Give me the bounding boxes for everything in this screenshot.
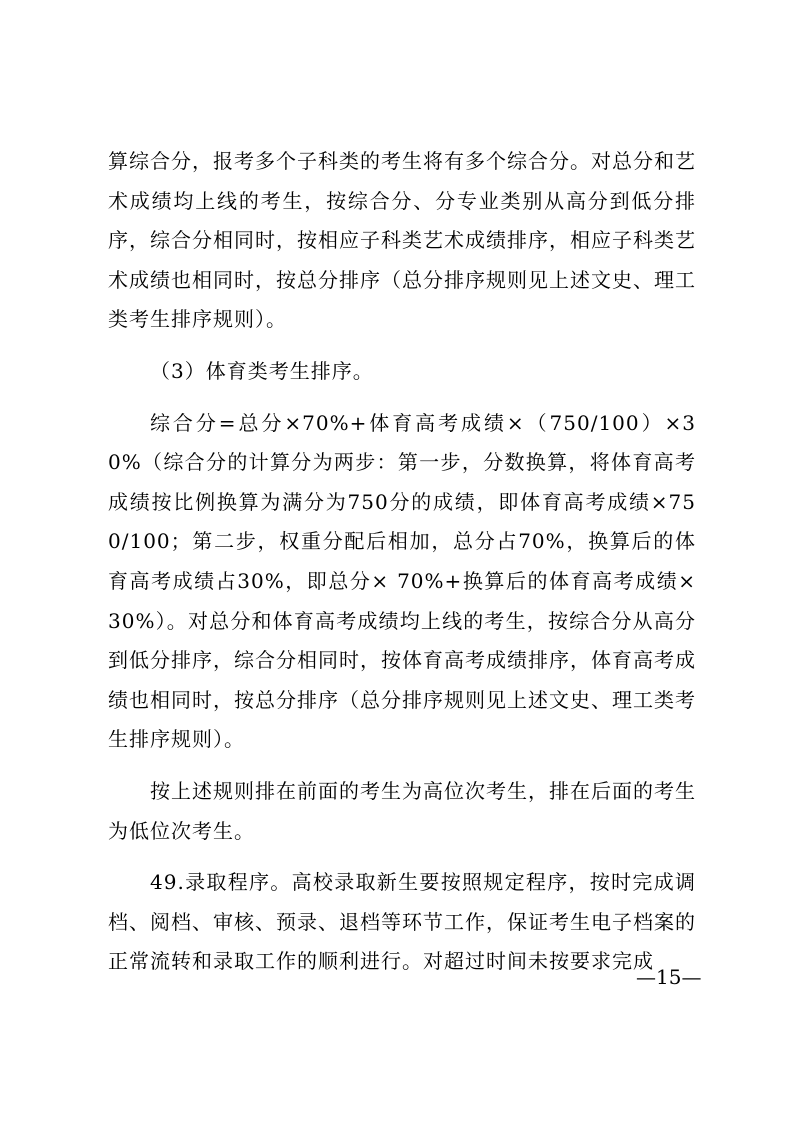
paragraph-sports-heading: （3）体育类考生排序。 — [150, 358, 374, 383]
paragraph-admission-procedure: 49.录取程序。高校录取新生要按照规定程序，按时完成调档、阅档、审核、预录、退档等环节工作，保证考生电子档案的正常流转和录取工作的顺利进行。对超过时间未按要求完成 — [108, 870, 696, 974]
paragraph-sports-ranking: 综合分=总分×70%+体育高考成绩×（750/100）×30%（综合分的计算分为两步：第一步，分数换算，将体育高考成绩按比例换算为满分为750分的成绩，即体育高考成绩×750/100；第二步，权重分配后相加，总分占70%，换算后的体育高考成绩占30%，即总分× 70%+换算后的体育高考成绩× 30%）。对总分和体育高考成绩均上线的考生，按综合分从高分到低分排序，综合分相同时，按体育高考成绩排序，体育高考成绩也相同时，按总分排序（总分排序规则见上述文史、理工类考生排序规则）。 — [108, 410, 696, 752]
paragraph-rank-definition: 按上述规则排在前面的考生为高位次考生，排在后面的考生为低位次考生。 — [108, 778, 696, 843]
document-body — [108, 142, 696, 982]
page-number: —15— — [636, 965, 702, 989]
paragraph-continued-art-ranking: 算综合分，报考多个子科类的考生将有多个综合分。对总分和艺术成绩均上线的考生，按综合分、分专业类别从高分到低分排序，综合分相同时，按相应子科类艺术成绩排序，相应子科类艺术成绩也相同时，按总分排序（总分排序规则见上述文史、理工类考生排序规则）。 — [108, 149, 696, 332]
